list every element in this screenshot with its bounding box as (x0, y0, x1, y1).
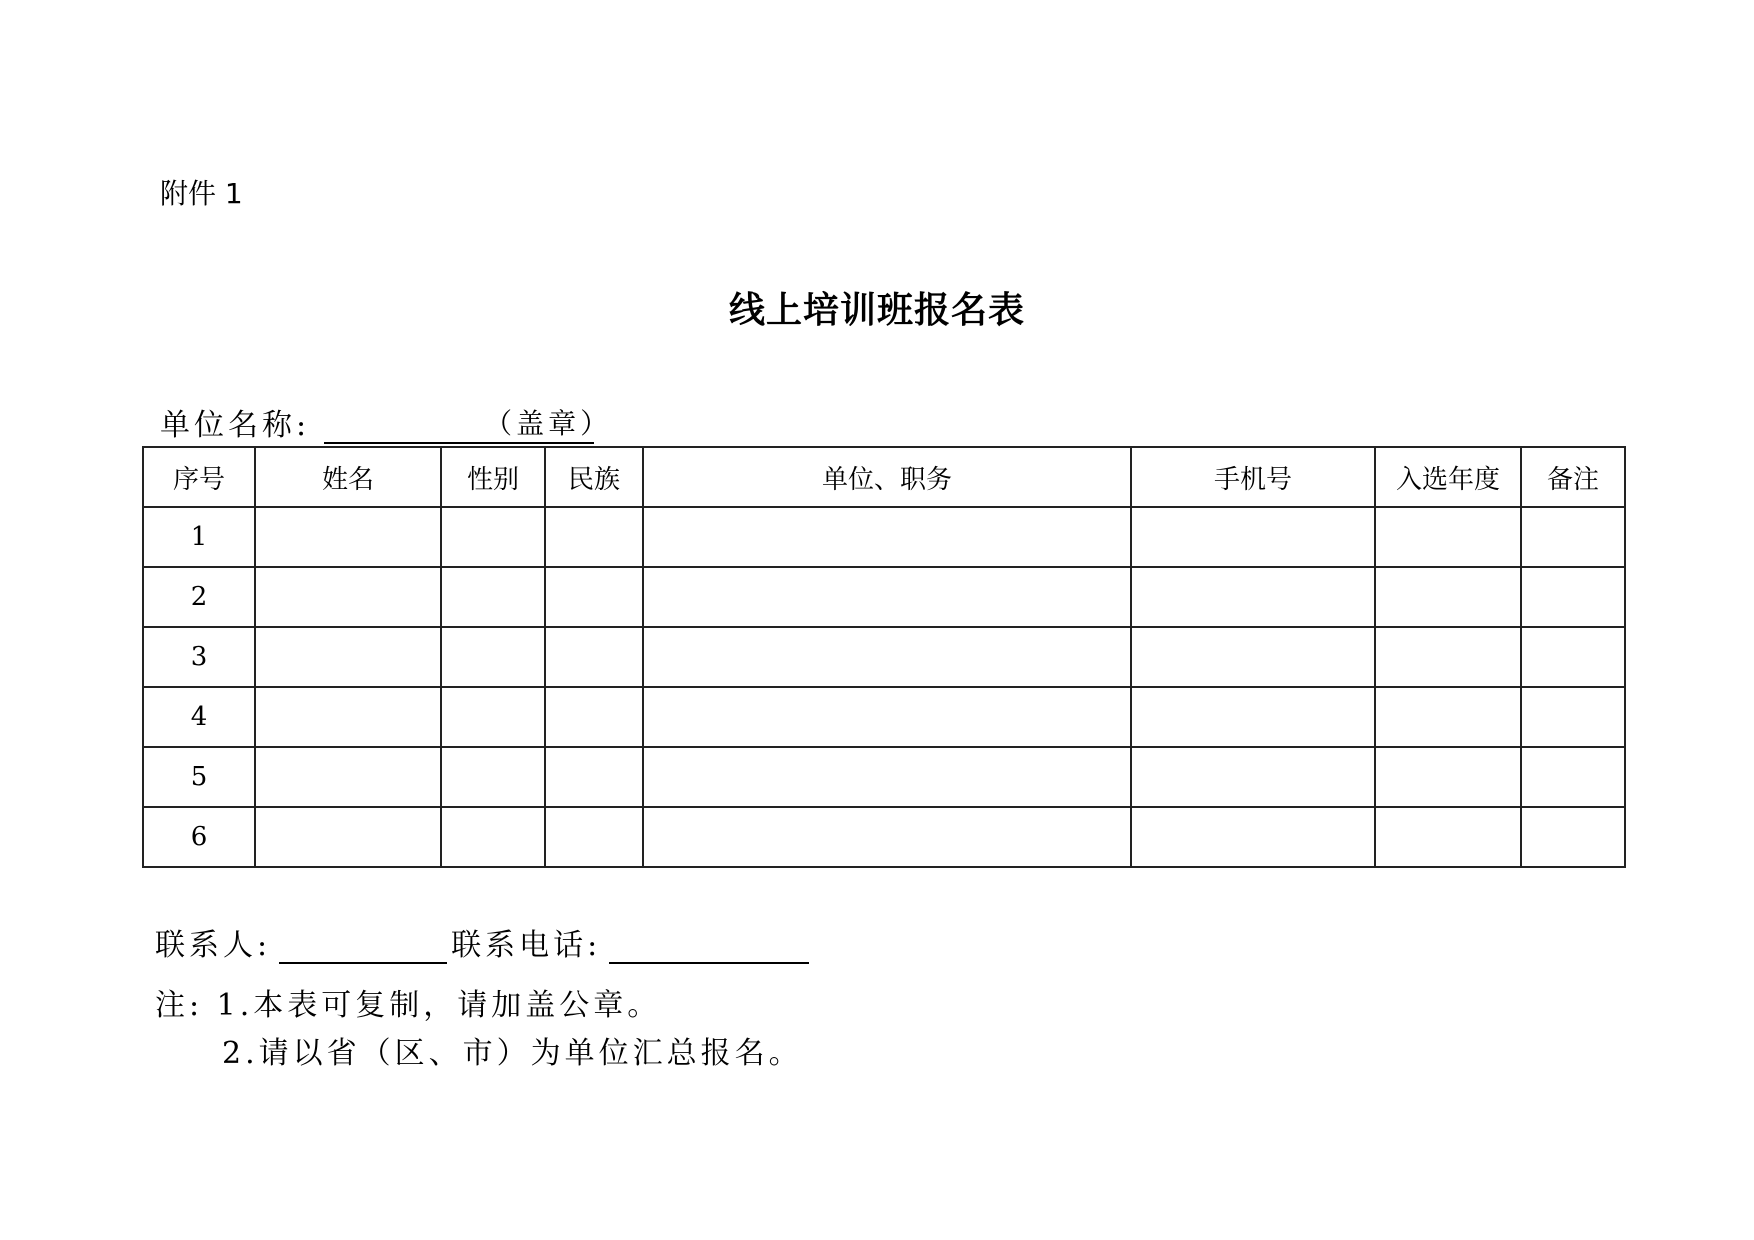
gender-cell[interactable] (441, 567, 545, 627)
row-index: 1 (143, 507, 255, 567)
table-header-row (143, 447, 1625, 507)
mobile-cell[interactable] (1131, 747, 1375, 807)
contact-person-field[interactable] (279, 932, 447, 964)
contact-phone-label: 联系电话: (451, 928, 602, 963)
note-line-1: 注: 1.本表可复制，请加盖公章。 (155, 988, 662, 1023)
name-cell[interactable] (255, 507, 441, 567)
col-header-gender: 性别 (441, 447, 545, 507)
col-header-name: 姓名 (255, 447, 441, 507)
selected-year-cell[interactable] (1375, 507, 1521, 567)
col-header-ethnicity: 民族 (545, 447, 643, 507)
unit-position-cell[interactable] (643, 567, 1131, 627)
table-row (143, 807, 1625, 867)
col-header-unit-position: 单位、职务 (643, 447, 1131, 507)
name-cell[interactable] (255, 807, 441, 867)
selected-year-cell[interactable] (1375, 627, 1521, 687)
mobile-cell[interactable] (1131, 807, 1375, 867)
table-row (143, 627, 1625, 687)
unit-name-row (160, 400, 613, 444)
ethnicity-cell[interactable] (545, 627, 643, 687)
table-row (143, 507, 1625, 567)
ethnicity-cell[interactable] (545, 567, 643, 627)
row-index: 5 (143, 747, 255, 807)
unit-position-cell[interactable] (643, 627, 1131, 687)
unit-name-field[interactable] (324, 407, 613, 444)
contact-row (155, 920, 809, 964)
contact-phone-field[interactable] (609, 932, 809, 964)
remarks-cell[interactable] (1521, 807, 1625, 867)
selected-year-cell[interactable] (1375, 807, 1521, 867)
seal-label: （盖章） (484, 407, 613, 440)
row-index: 2 (143, 567, 255, 627)
ethnicity-cell[interactable] (545, 747, 643, 807)
contact-person-label: 联系人: (155, 928, 272, 963)
unit-position-cell[interactable] (643, 687, 1131, 747)
table-row (143, 747, 1625, 807)
row-index: 4 (143, 687, 255, 747)
registration-table (142, 446, 1626, 868)
gender-cell[interactable] (441, 627, 545, 687)
ethnicity-cell[interactable] (545, 807, 643, 867)
selected-year-cell[interactable] (1375, 567, 1521, 627)
mobile-cell[interactable] (1131, 507, 1375, 567)
selected-year-cell[interactable] (1375, 747, 1521, 807)
note-line-2: 2.请以省（区、市）为单位汇总报名。 (222, 1036, 803, 1071)
ethnicity-cell[interactable] (545, 687, 643, 747)
row-index: 6 (143, 807, 255, 867)
attachment-label: 附件 1 (160, 177, 243, 210)
remarks-cell[interactable] (1521, 567, 1625, 627)
gender-cell[interactable] (441, 807, 545, 867)
table-row (143, 567, 1625, 627)
remarks-cell[interactable] (1521, 627, 1625, 687)
col-header-mobile: 手机号 (1131, 447, 1375, 507)
col-header-selected-year: 入选年度 (1375, 447, 1521, 507)
table-row (143, 687, 1625, 747)
unit-name-label: 单位名称: (160, 408, 311, 443)
gender-cell[interactable] (441, 507, 545, 567)
name-cell[interactable] (255, 687, 441, 747)
gender-cell[interactable] (441, 747, 545, 807)
row-index: 3 (143, 627, 255, 687)
unit-position-cell[interactable] (643, 507, 1131, 567)
selected-year-cell[interactable] (1375, 687, 1521, 747)
mobile-cell[interactable] (1131, 627, 1375, 687)
mobile-cell[interactable] (1131, 567, 1375, 627)
name-cell[interactable] (255, 747, 441, 807)
ethnicity-cell[interactable] (545, 507, 643, 567)
name-cell[interactable] (255, 567, 441, 627)
name-cell[interactable] (255, 627, 441, 687)
unit-position-cell[interactable] (643, 807, 1131, 867)
remarks-cell[interactable] (1521, 507, 1625, 567)
page-title: 线上培训班报名表 (728, 289, 1025, 331)
col-header-index: 序号 (143, 447, 255, 507)
unit-position-cell[interactable] (643, 747, 1131, 807)
remarks-cell[interactable] (1521, 687, 1625, 747)
col-header-remarks: 备注 (1521, 447, 1625, 507)
mobile-cell[interactable] (1131, 687, 1375, 747)
gender-cell[interactable] (441, 687, 545, 747)
remarks-cell[interactable] (1521, 747, 1625, 807)
